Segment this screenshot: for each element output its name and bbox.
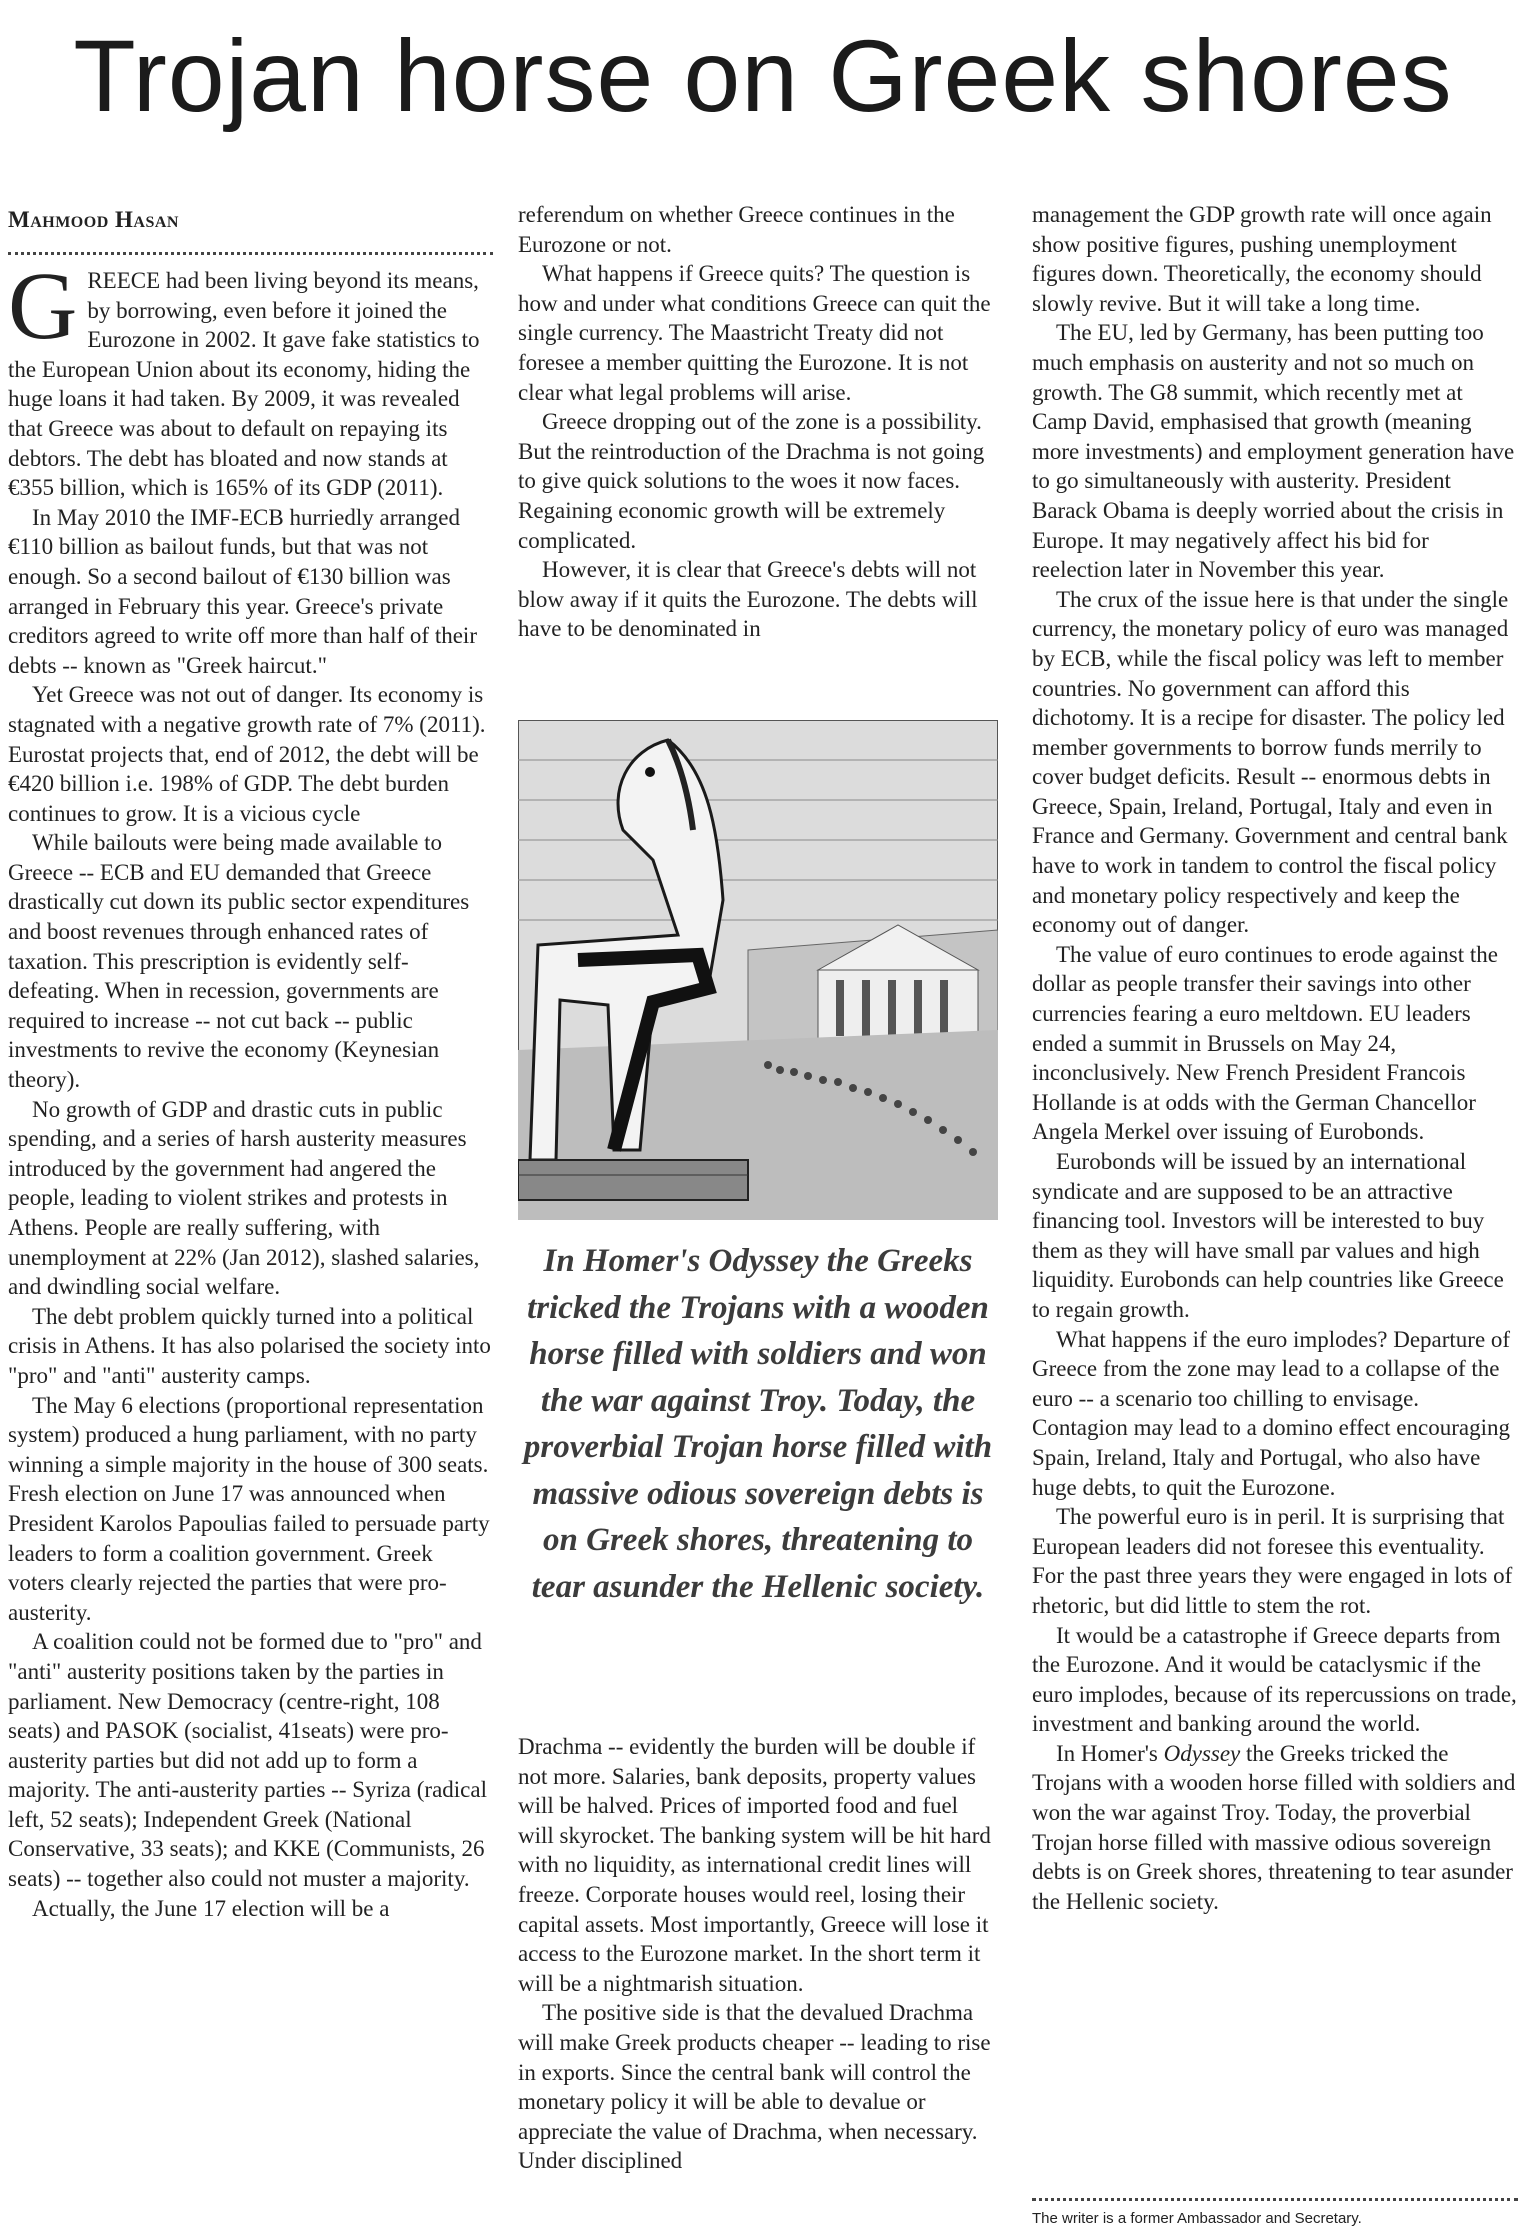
article-paragraph: The crux of the issue here is that under the single currency, the monetary policy of euro was managed by ECB, while the fiscal policy was left to member countries. No government can afford this dichotomy. It is a recipe for disaster. The policy led member governments to borrow funds merrily to cover budget deficits. Result -- enormous debts in Greece, Spain, Ireland, Portugal, Italy and even in France and Germany. Government and central bank have to work in tandem to control the fiscal policy and monetary policy respectively and keep the economy out of danger.: [1032, 586, 1509, 938]
article-paragraph: The powerful euro is in peril. It is surprising that European leaders did not foresee this eventuality. For the past three years they were engaged in lots of rhetoric, but did little to stem the rot.: [1032, 1504, 1513, 1618]
article-paragraph: The May 6 elections (proportional representation system) produced a hung parliament, with no party winning a simple majority in the house of 300 seats. Fresh election on June 17 was announced when President Karolos Papoulias failed to persuade party leaders to form a coalition government. Greek voters clearly rejected the parties that were pro-austerity.: [8, 1392, 490, 1625]
headline: Trojan horse on Greek shores: [73, 19, 1453, 133]
author-footnote: The writer is a former Ambassador and Secretary.: [1032, 2210, 1362, 2227]
article-paragraph: What happens if Greece quits? The question is how and under what conditions Greece can quit the single currency. The Maastricht Treaty did not foresee a member quitting the Eurozone. It is not clear what legal problems will arise.: [518, 261, 991, 405]
column-2-bottom: [518, 1732, 998, 2176]
trojan-horse-icon: [518, 720, 998, 1220]
article-paragraph: In May 2010 the IMF-ECB hurriedly arranged €110 billion as bailout funds, but that was not enough. So a second bailout of €130 billion was arranged in February this year. Greece's private creditors agreed to write off more than half of their debts -- known as "Greek haircut.": [8, 504, 477, 678]
article-paragraph: Actually, the June 17 election will be a: [32, 1895, 390, 1921]
byline: Mahmood Hasan: [8, 207, 179, 232]
pull-quote-caption: In Homer's Odyssey the Greeks tricked the Trojans with a wooden horse filled with soldiers and won the war against Troy. Today, the proverbial Trojan horse filled with massive odious sovereign debts is on Greek shores, threatening to tear asunder the Hellenic society.: [523, 1243, 993, 1605]
trojan-horse-illustration: [518, 720, 998, 1220]
article-paragraph: It would be a catastrophe if Greece departs from the Eurozone. And it would be cataclysmic if the euro implodes, because of its repercussions on trade, investment and banking around the world.: [1032, 1622, 1517, 1737]
article-paragraph: The EU, led by Germany, has been putting too much emphasis on austerity and not so much on growth. The G8 summit, which recently met at Camp David, emphasised that growth (meaning more investments) and employment generation have to go simultaneously with austerity. President Barack Obama is deeply worried about the crisis in Europe. It may negatively affect his bid for reelection later in November this year.: [1032, 320, 1515, 583]
article-paragraph: GREECE had been living beyond its means, by borrowing, even before it joined the Eurozone in 2002. It gave fake statistics to the European Union about its economy, hiding the huge loans it had taken. By 2009, it was revealed that Greece was about to default on repaying its debtors. The debt has bloated and now stands at €355 billion, which is 165% of its GDP (2011).: [8, 252, 480, 501]
article-paragraph: Yet Greece was not out of danger. Its economy is stagnated with a negative growth rate of 7% (2011). Eurostat projects that, end of 2012, the debt will be €420 billion i.e. 198% of GDP. The debt burden continues to grow. It is a vicious cycle: [8, 682, 486, 826]
article-paragraph: Eurobonds will be issued by an international syndicate and are supposed to be an attractive financing tool. Investors will be interested to buy them as they will have small par values and high liquidity. Eurobonds can help countries like Greece to regain growth.: [1032, 1149, 1504, 1322]
article-paragraph: Drachma -- evidently the burden will be double if not more. Salaries, bank deposits, property values will be halved. Prices of imported food and fuel will skyrocket. The banking system will be hit hard with no liquidity, as international credit lines will freeze. Corporate houses would reel, losing their capital assets. Most importantly, Greece will lose it access to the Eurozone market. In the short term it will be a nightmarish situation.: [518, 1734, 991, 1996]
article-paragraph: referendum on whether Greece continues in the Eurozone or not.: [518, 202, 955, 257]
article-paragraph: The value of euro continues to erode against the dollar as people transfer their savings into other currencies fearing a euro meltdown. EU leaders ended a summit in Brussels on May 24, inconclusively. New French President Francois Hollande is at odds with the German Chancellor Angela Merkel over issuing of Eurobonds.: [1032, 941, 1498, 1145]
article-paragraph: A coalition could not be formed due to "pro" and "anti" austerity positions taken by the parties in parliament. New Democracy (centre-right, 108 seats) and PASOK (socialist, 41seats) were pro-austerity parties but did not add up to form a majority. The anti-austerity parties -- Syriza (radical left, 52 seats); Independent Greek (National Conservative, 33 seats); and KKE (Communists, 26 seats) -- together also could not muster a majority.: [8, 1629, 487, 1892]
article-paragraph: management the GDP growth rate will once again show positive figures, pushing unemployment figures down. Theoretically, the economy should slowly revive. But it will take a long time.: [1032, 202, 1492, 316]
byline-divider: [8, 252, 493, 255]
article-paragraph: The debt problem quickly turned into a political crisis in Athens. It has also polarised the society into "pro" and "anti" austerity camps.: [8, 1303, 491, 1388]
article-paragraph: While bailouts were being made available to Greece -- ECB and EU demanded that Greece drastically cut down its public sector expenditures and boost revenues through enhanced rates of taxation. This prescription is evidently self-defeating. When in recession, governments are required to increase -- not cut back -- public investments to revive the economy (Keynesian theory).: [8, 830, 470, 1093]
drop-cap: G: [8, 252, 78, 359]
column-2-top: [518, 200, 998, 644]
column-3: [1032, 200, 1518, 1916]
article-paragraph: No growth of GDP and drastic cuts in public spending, and a series of harsh austerity measures introduced by the government had angered the people, leading to violent strikes and protests in Athens. People are really suffering, with unemployment at 22% (Jan 2012), slashed salaries, and dwindling social welfare.: [8, 1096, 480, 1300]
closing-paragraph: In Homer's Odyssey the Greeks tricked the Trojans with a wooden horse filled with soldiers and won the war against Troy. Today, the proverbial Trojan horse filled with massive odious sovereign debts is on Greek shores, threatening to tear asunder the Hellenic society.: [1032, 1740, 1516, 1914]
article-paragraph: However, it is clear that Greece's debts will not blow away if it quits the Eurozone. The debts will have to be denominated in: [518, 557, 978, 642]
article-paragraph: The positive side is that the devalued Drachma will make Greek products cheaper -- leading to rise in exports. Since the central bank will control the monetary policy it will be able to devalue or appreciate the value of Drachma, when necessary. Under disciplined: [518, 2000, 991, 2174]
article-paragraph: Greece dropping out of the zone is a possibility. But the reintroduction of the Drachma is not going to give quick solutions to the woes it now faces. Regaining economic growth will be extremely complicated.: [518, 409, 985, 553]
footnote-divider: [1032, 2198, 1518, 2201]
article-paragraph: What happens if the euro implodes? Departure of Greece from the zone may lead to a collapse of the euro -- a scenario too chilling to envisage. Contagion may lead to a domino effect encouraging Spain, Ireland, Italy and Portugal, who also have huge debts, to quit the Eurozone.: [1032, 1326, 1511, 1500]
